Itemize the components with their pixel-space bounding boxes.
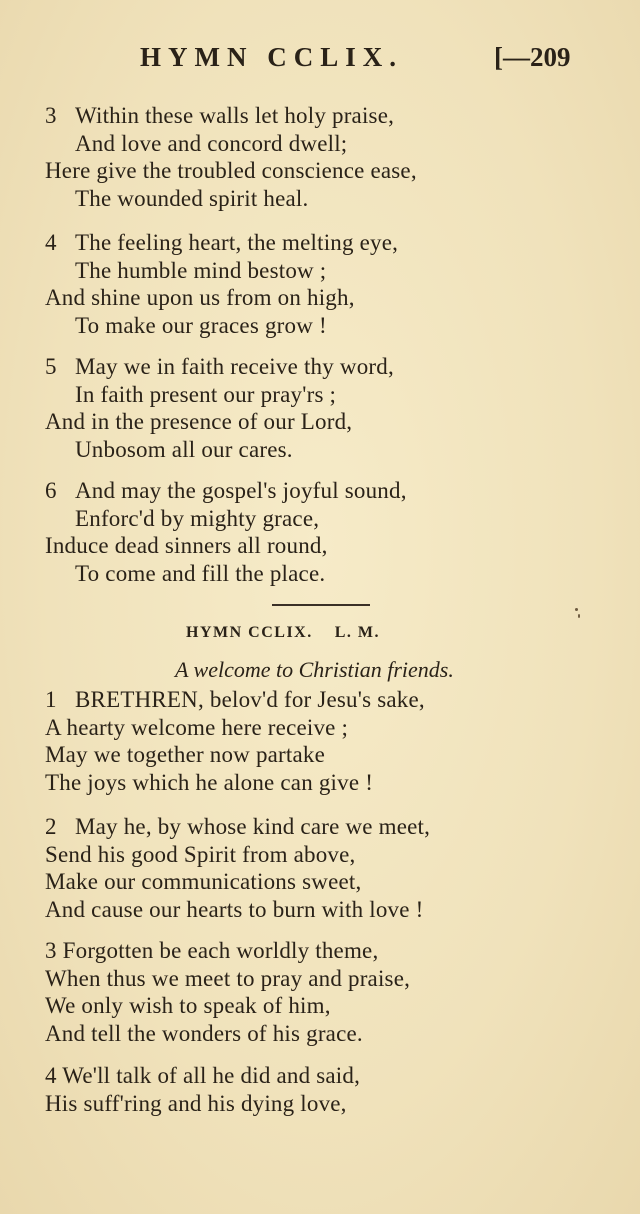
hymn1-stanza-4 — [45, 229, 605, 339]
hymn2-stanza-2 — [45, 813, 605, 923]
stanza-number: 1 — [45, 687, 57, 712]
verse-line: May we in faith receive thy word, — [75, 354, 394, 379]
verse-line: When thus we meet to pray and praise, — [45, 965, 411, 991]
verse-line: Send his good Spirit from above, — [45, 841, 356, 867]
hymn-meter: L. M. — [334, 624, 380, 641]
running-header — [0, 42, 640, 82]
stanza-number: 3 — [45, 938, 57, 963]
hymn2-stanza-3 — [45, 937, 605, 1047]
verse-line: Enforc'd by mighty grace, — [75, 505, 320, 531]
hymn1-stanza-5 — [45, 353, 605, 463]
stanza-number: 2 — [45, 814, 57, 839]
verse-line: The humble mind bestow ; — [75, 257, 327, 283]
hymn-subtitle: A welcome to Christian friends. — [175, 657, 454, 682]
verse-line: Make our communications sweet, — [45, 869, 362, 894]
verse-line: Induce dead sinners all round, — [45, 533, 328, 558]
hymn-title: HYMN CCLIX. — [186, 624, 313, 641]
stanza-number: 5 — [45, 354, 57, 379]
verse-line: The feeling heart, the melting eye, — [75, 230, 399, 255]
verse-line: His suff'ring and his dying love, — [45, 1090, 347, 1116]
hymn2-stanza-1 — [45, 686, 605, 796]
verse-line: A hearty welcome here receive ; — [45, 714, 349, 740]
ink-speck — [578, 614, 580, 618]
verse-line: And cause our hearts to burn with love ! — [45, 896, 424, 922]
verse-line: We only wish to speak of him, — [45, 993, 331, 1018]
hymn2-stanza-4 — [45, 1062, 605, 1117]
verse-line: In faith present our pray'rs ; — [75, 381, 337, 407]
hymn1-stanza-6 — [45, 477, 605, 587]
verse-line: May we together now partake — [45, 742, 326, 767]
verse-line: The joys which he alone can give ! — [45, 769, 374, 795]
running-title: HYMN CCLIX. — [140, 42, 403, 72]
ink-speck — [575, 608, 578, 611]
verse-line: Forgotten be each worldly theme, — [62, 938, 379, 963]
verse-line: And shine upon us from on high, — [45, 285, 355, 310]
stanza-number: 6 — [45, 478, 57, 503]
verse-line: Within these walls let holy praise, — [75, 103, 395, 128]
verse-line: To come and fill the place. — [75, 560, 326, 586]
stanza-number: 4 — [45, 230, 57, 255]
verse-line: Unbosom all our cares. — [75, 436, 293, 462]
stanza-number: 4 — [45, 1063, 57, 1088]
hymn-heading — [186, 624, 380, 642]
hymn1-stanza-3 — [45, 102, 605, 212]
section-divider — [272, 604, 370, 606]
verse-line: BRETHREN, belov'd for Jesu's sake, — [75, 687, 425, 712]
verse-line: And love and concord dwell; — [75, 130, 348, 156]
verse-line: May he, by whose kind care we meet, — [75, 814, 431, 839]
verse-line: And in the presence of our Lord, — [45, 409, 353, 434]
verse-line: The wounded spirit heal. — [75, 185, 309, 211]
verse-line: Here give the troubled conscience ease, — [45, 158, 417, 183]
stanza-number: 3 — [45, 103, 57, 128]
verse-line: And tell the wonders of his grace. — [45, 1020, 363, 1046]
page-number: [—209 — [494, 42, 571, 72]
verse-line: To make our graces grow ! — [75, 312, 327, 338]
verse-line: We'll talk of all he did and said, — [62, 1063, 361, 1088]
verse-line: And may the gospel's joyful sound, — [75, 478, 407, 503]
